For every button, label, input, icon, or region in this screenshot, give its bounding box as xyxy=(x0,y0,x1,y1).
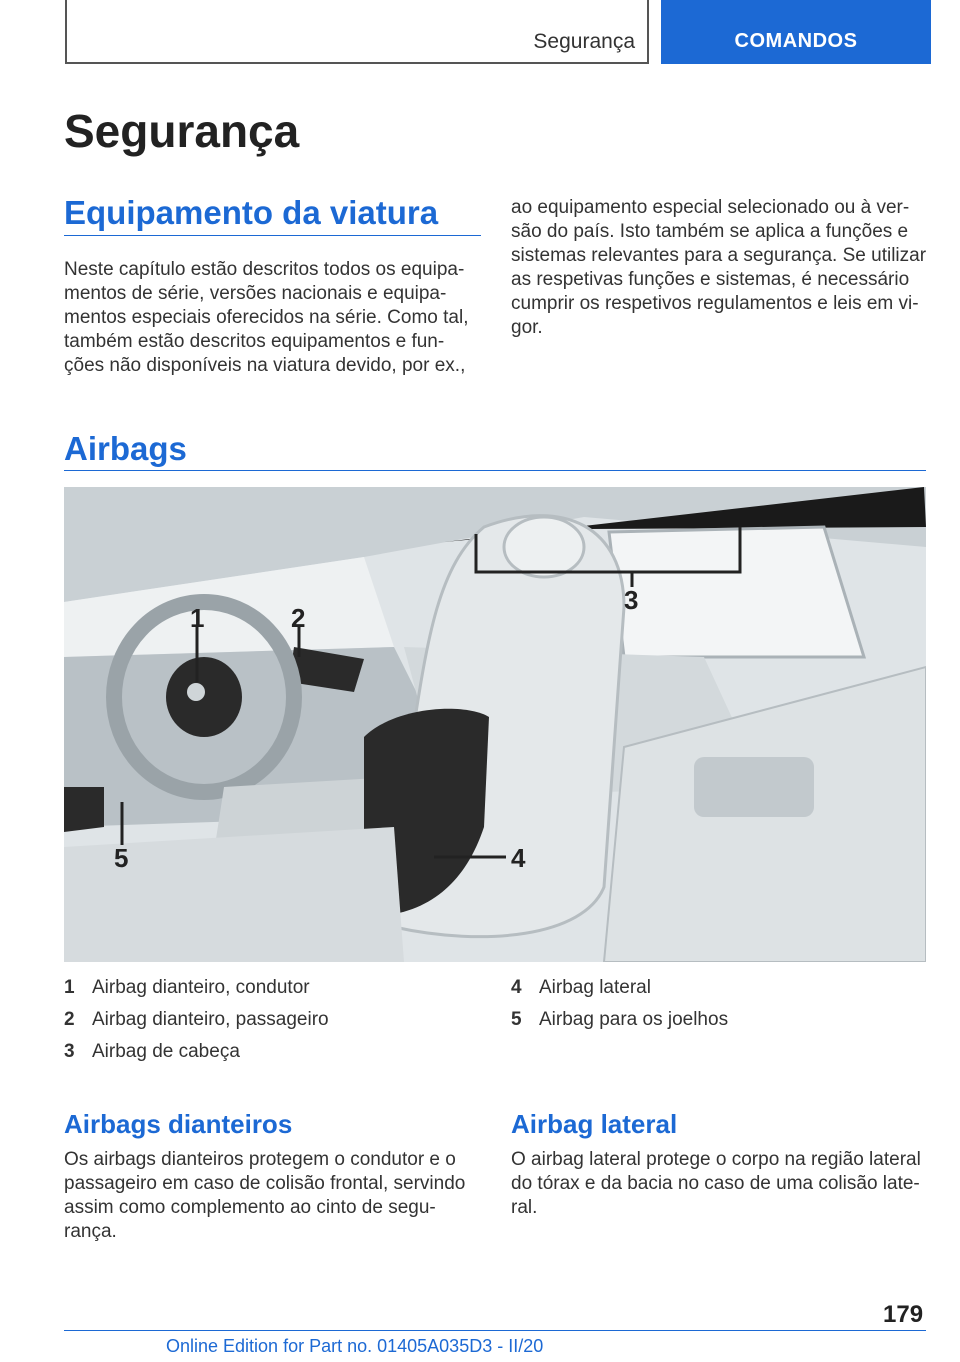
interior-drawing xyxy=(64,487,926,962)
equipment-heading-rule xyxy=(64,235,481,236)
side-airbag-heading: Airbag lateral xyxy=(511,1109,678,1139)
legend-item xyxy=(64,977,329,1009)
callout-2: 2 xyxy=(291,603,306,633)
header-section-box xyxy=(65,0,649,64)
legend-label: Airbag lateral xyxy=(539,977,651,998)
header-tab-comandos[interactable]: COMANDOS xyxy=(661,0,931,64)
text-line: são do país. Isto também se aplica a funções e xyxy=(511,221,909,242)
text-line: Os airbags dianteiros protegem o condutor e o xyxy=(64,1149,456,1170)
text-line: mentos de série, versões nacionais e equipa- xyxy=(64,283,447,304)
airbags-heading: Airbags xyxy=(64,430,187,467)
callout-5: 5 xyxy=(114,843,129,873)
text-line: Neste capítulo estão descritos todos os equipa- xyxy=(64,259,465,280)
text-line: ral. xyxy=(511,1197,538,1218)
legend-number: 4 xyxy=(511,977,522,998)
legend-number: 5 xyxy=(511,1009,522,1030)
airbag-legend-left xyxy=(64,977,329,1073)
legend-label: Airbag de cabeça xyxy=(92,1041,240,1062)
side-airbag-text xyxy=(511,1148,921,1220)
text-line: também estão descritos equipamentos e fun- xyxy=(64,331,445,352)
legend-label: Airbag dianteiro, passageiro xyxy=(92,1009,329,1030)
legend-number: 1 xyxy=(64,977,75,998)
legend-number: 2 xyxy=(64,1009,75,1030)
text-line: ao equipamento especial selecionado ou à ver- xyxy=(511,197,910,218)
legend-number: 3 xyxy=(64,1041,75,1062)
footer-edition: Online Edition for Part no. 01405A035D3 - II/20 xyxy=(166,1336,544,1356)
text-line: sistemas relevantes para a segurança. Se utilizar xyxy=(511,245,927,266)
front-airbags-heading: Airbags dianteiros xyxy=(64,1109,293,1139)
legend-item xyxy=(64,1041,329,1073)
text-line: do tórax e da bacia no caso de uma colisão late- xyxy=(511,1173,920,1194)
text-line: cumprir os respetivos regulamentos e leis em vi- xyxy=(511,293,919,314)
callout-4: 4 xyxy=(511,843,526,873)
front-airbags-text xyxy=(64,1148,465,1244)
header-section-label: Segurança xyxy=(533,30,635,53)
text-line: passageiro em caso de colisão frontal, servindo xyxy=(64,1173,466,1194)
equipment-heading: Equipamento da viatura xyxy=(64,194,439,231)
text-line: mentos especiais oferecidos na série. Como tal, xyxy=(64,307,469,328)
legend-item xyxy=(511,977,728,1009)
legend-label: Airbag para os joelhos xyxy=(539,1009,729,1030)
callout-3: 3 xyxy=(624,585,639,615)
footer-rule xyxy=(64,1330,926,1331)
airbags-heading-rule xyxy=(64,470,926,471)
text-line: ções não disponíveis na viatura devido, por ex., xyxy=(64,355,466,376)
text-line: assim como complemento ao cinto de segu- xyxy=(64,1197,436,1218)
equipment-text-col1 xyxy=(64,258,468,378)
legend-label: Airbag dianteiro, condutor xyxy=(92,977,310,998)
text-line: as respetivas funções e sistemas, é necessário xyxy=(511,269,910,290)
text-line: rança. xyxy=(64,1221,117,1242)
text-line: O airbag lateral protege o corpo na região lateral xyxy=(511,1149,921,1170)
page-title: Segurança xyxy=(64,105,300,157)
airbag-legend-right xyxy=(511,977,728,1041)
equipment-text-col2 xyxy=(511,196,926,340)
page-number: 179 xyxy=(883,1301,924,1328)
legend-item xyxy=(511,1009,728,1041)
callout-1: 1 xyxy=(190,603,205,633)
legend-item xyxy=(64,1009,329,1041)
airbags-interior-illustration xyxy=(64,487,926,962)
text-line: gor. xyxy=(511,317,543,338)
